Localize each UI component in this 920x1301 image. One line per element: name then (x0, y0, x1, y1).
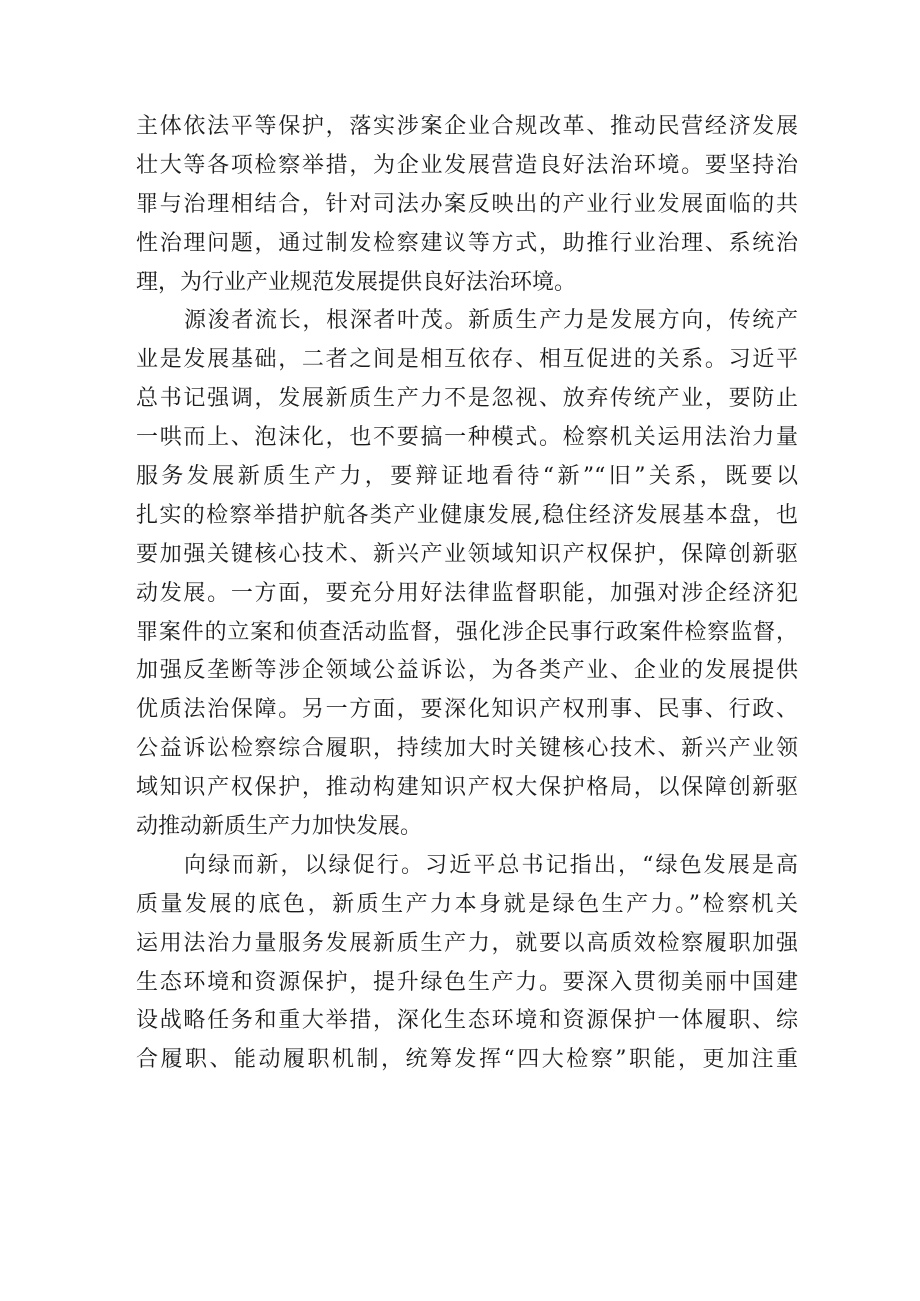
text-line: 向绿而新，以绿促行。习近平总书记指出，“绿色发展是高 (184, 852, 798, 878)
body-text (136, 108, 798, 1080)
text-line: 扎实的检察举措护航各类产业健康发展,稳住经济发展基本盘，也 (136, 502, 798, 528)
text-line: 总书记强调，发展新质生产力不是忽视、放弃传统产业，要防止 (136, 386, 798, 412)
text-line: 优质法治保障。另一方面，要深化知识产权刑事、民事、行政、 (136, 697, 798, 723)
text-line: 合履职、能动履职机制，统筹发挥“四大检察”职能，更加注重 (136, 1047, 798, 1073)
text-line: 主体依法平等保护，落实涉案企业合规改革、推动民营经济发展 (136, 114, 798, 139)
text-line: 生态环境和资源保护，提升绿色生产力。要深入贯彻美丽中国建 (136, 969, 798, 995)
text-line: 运用法治力量服务发展新质生产力，就要以高质效检察履职加强 (136, 930, 798, 956)
text-line: 设战略任务和重大举措，深化生态环境和资源保护一体履职、综 (136, 1008, 798, 1034)
text-line: 罪与治理相结合，针对司法办案反映出的产业行业发展面临的共 (136, 191, 798, 217)
text-line: 要加强关键核心技术、新兴产业领域知识产权保护，保障创新驱 (136, 541, 798, 567)
text-line: 加强反垄断等涉企领域公益诉讼，为各类产业、企业的发展提供 (136, 658, 798, 684)
text-line: 性治理问题，通过制发检察建议等方式，助推行业治理、系统治 (136, 230, 798, 256)
text-line: 业是发展基础，二者之间是相互依存、相互促进的关系。习近平 (136, 347, 798, 373)
text-line: 动推动新质生产力加快发展。 (136, 814, 423, 840)
text-line: 一哄而上、泡沫化，也不要搞一种模式。检察机关运用法治力量 (136, 425, 798, 451)
paragraph-3 (136, 847, 798, 1080)
text-line: 源浚者流长，根深者叶茂。新质生产力是发展方向，传统产 (184, 308, 798, 334)
text-line: 质量发展的底色，新质生产力本身就是绿色生产力。”检察机关 (136, 891, 798, 917)
paragraph-1 (136, 108, 798, 302)
text-line: 服务发展新质生产力，要辩证地看待“新”“旧”关系，既要以 (136, 464, 798, 490)
text-line: 罪案件的立案和侦查活动监督，强化涉企民事行政案件检察监督， (136, 619, 798, 645)
text-line: 壮大等各项检察举措，为企业发展营造良好法治环境。要坚持治 (136, 152, 798, 178)
text-line: 动发展。一方面，要充分用好法律监督职能，加强对涉企经济犯 (136, 580, 798, 606)
text-line: 理，为行业产业规范发展提供良好法治环境。 (136, 269, 577, 295)
paragraph-2 (136, 302, 798, 846)
text-line: 公益诉讼检察综合履职，持续加大时关键核心技术、新兴产业领 (136, 736, 798, 762)
text-line: 域知识产权保护，推动构建知识产权大保护格局，以保障创新驱 (136, 775, 798, 801)
